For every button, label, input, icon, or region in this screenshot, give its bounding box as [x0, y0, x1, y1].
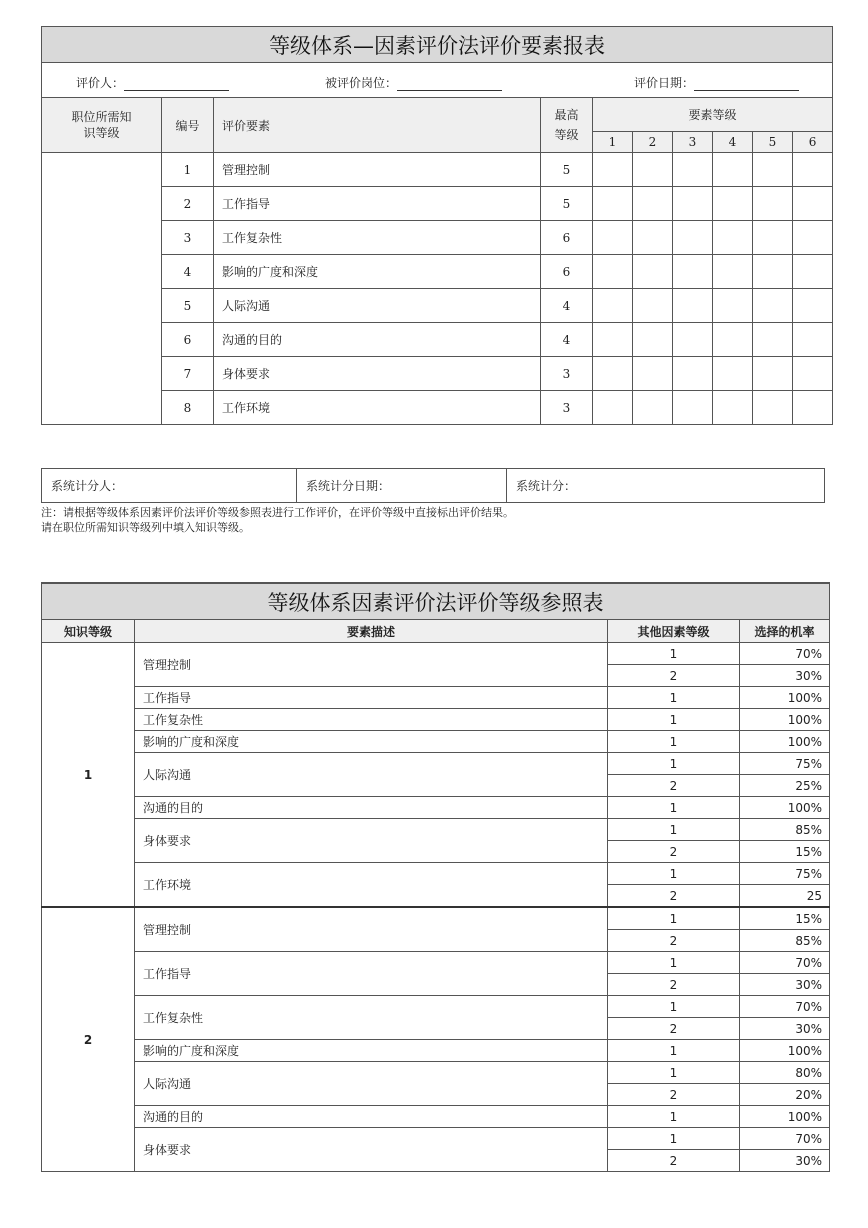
other-factor-level: 1 [608, 1062, 740, 1084]
factor-name: 工作复杂性 [214, 221, 541, 255]
factor-description: 管理控制 [135, 907, 608, 952]
level-col-2: 2 [633, 131, 673, 152]
max-level-value: 4 [541, 323, 593, 357]
evaluation-row [42, 153, 833, 187]
max-level-value: 5 [541, 153, 593, 187]
evaluator-line[interactable] [124, 78, 229, 91]
level-mark-cell[interactable] [593, 289, 633, 323]
factor-name: 工作环境 [214, 391, 541, 425]
selection-probability: 70% [740, 643, 830, 665]
note-line-2: 请在职位所需知识等级列中填入知识等级。 [41, 521, 250, 534]
other-factor-level: 1 [608, 996, 740, 1018]
reference-row [42, 709, 830, 731]
factor-description: 沟通的目的 [135, 1106, 608, 1128]
reference-row [42, 1128, 830, 1150]
level-mark-cell[interactable] [593, 323, 633, 357]
reference-row [42, 797, 830, 819]
max-level-header: 最高等级 [541, 98, 593, 153]
level-mark-cell[interactable] [713, 323, 753, 357]
factor-level-reference-table [41, 582, 830, 1172]
level-mark-cell[interactable] [713, 289, 753, 323]
report-title: 等级体系—因素评价法评价要素报表 [42, 27, 833, 63]
level-mark-cell[interactable] [713, 391, 753, 425]
selection-probability: 85% [740, 819, 830, 841]
level-mark-cell[interactable] [593, 187, 633, 221]
selection-probability: 100% [740, 1040, 830, 1062]
max-level-value: 3 [541, 357, 593, 391]
selection-probability: 30% [740, 1150, 830, 1172]
factor-description: 工作复杂性 [135, 996, 608, 1040]
number-header: 编号 [162, 98, 214, 153]
evaluator-field[interactable]: 评价人： [76, 74, 229, 91]
selection-probability: 75% [740, 753, 830, 775]
level-mark-cell[interactable] [793, 289, 833, 323]
row-number: 3 [162, 221, 214, 255]
selection-probability: 25% [740, 775, 830, 797]
factor-description: 影响的广度和深度 [135, 731, 608, 753]
factor-description: 影响的广度和深度 [135, 1040, 608, 1062]
other-factor-level: 2 [608, 974, 740, 996]
knowledge-level-header: 知识等级 [42, 620, 135, 643]
level-mark-cell[interactable] [593, 221, 633, 255]
date-line[interactable] [694, 78, 799, 91]
other-factor-level: 1 [608, 1128, 740, 1150]
reference-row [42, 731, 830, 753]
other-factor-level: 1 [608, 1106, 740, 1128]
level-mark-cell[interactable] [673, 187, 713, 221]
knowledge-level-header: 职位所需知识等级 [42, 98, 162, 153]
selection-probability: 70% [740, 1128, 830, 1150]
factor-description: 工作环境 [135, 863, 608, 908]
level-mark-cell[interactable] [673, 323, 713, 357]
selection-probability: 30% [740, 1018, 830, 1040]
level-col-1: 1 [593, 131, 633, 152]
other-factor-level: 2 [608, 1150, 740, 1172]
knowledge-level-value: 2 [42, 907, 135, 1172]
level-col-5: 5 [753, 131, 793, 152]
factor-description: 沟通的目的 [135, 797, 608, 819]
other-factor-level: 2 [608, 665, 740, 687]
level-col-3: 3 [673, 131, 713, 152]
other-factor-level: 1 [608, 687, 740, 709]
level-mark-cell[interactable] [713, 221, 753, 255]
position-field[interactable]: 被评价岗位： [325, 74, 502, 91]
max-level-value: 6 [541, 255, 593, 289]
level-mark-cell[interactable] [753, 221, 793, 255]
reference-row [42, 952, 830, 974]
factor-header: 评价要素 [214, 98, 541, 153]
level-col-4: 4 [713, 131, 753, 152]
level-mark-cell[interactable] [673, 289, 713, 323]
selection-probability: 30% [740, 665, 830, 687]
level-mark-cell[interactable] [793, 323, 833, 357]
row-number: 4 [162, 255, 214, 289]
factor-name: 管理控制 [214, 153, 541, 187]
factor-evaluation-report-table [41, 26, 833, 425]
other-factor-level: 1 [608, 731, 740, 753]
level-mark-cell[interactable] [633, 323, 673, 357]
instructions-note [41, 505, 514, 535]
factor-description: 工作复杂性 [135, 709, 608, 731]
reference-row [42, 1062, 830, 1084]
other-factor-level: 1 [608, 952, 740, 974]
row-number: 2 [162, 187, 214, 221]
selection-probability: 30% [740, 974, 830, 996]
note-line-1: 注：请根据等级体系因素评价法评价等级参照表进行工作评价，在评价等级中直接标出评价结果。 [41, 506, 514, 519]
score-field[interactable]: 系统计分： [507, 469, 825, 503]
description-header: 要素描述 [135, 620, 608, 643]
other-factor-level: 2 [608, 885, 740, 908]
level-mark-cell[interactable] [753, 289, 793, 323]
factor-description: 管理控制 [135, 643, 608, 687]
level-mark-cell[interactable] [633, 391, 673, 425]
level-mark-cell[interactable] [753, 255, 793, 289]
level-mark-cell[interactable] [673, 221, 713, 255]
max-level-value: 4 [541, 289, 593, 323]
selection-probability: 20% [740, 1084, 830, 1106]
other-factor-level: 1 [608, 863, 740, 885]
factor-level-header: 要素等级 [593, 98, 833, 132]
selection-probability: 75% [740, 863, 830, 885]
other-factor-level: 2 [608, 1018, 740, 1040]
knowledge-level-value: 1 [42, 643, 135, 908]
reference-row [42, 1106, 830, 1128]
row-number: 8 [162, 391, 214, 425]
level-mark-cell[interactable] [593, 391, 633, 425]
level-mark-cell[interactable] [633, 357, 673, 391]
selection-probability: 70% [740, 996, 830, 1018]
level-mark-cell[interactable] [593, 357, 633, 391]
reference-row [42, 753, 830, 775]
level-mark-cell[interactable] [793, 221, 833, 255]
row-number: 7 [162, 357, 214, 391]
position-line[interactable] [397, 78, 502, 91]
level-col-6: 6 [793, 131, 833, 152]
factor-description: 身体要求 [135, 1128, 608, 1172]
level-mark-cell[interactable] [793, 153, 833, 187]
reference-row [42, 819, 830, 841]
selection-probability: 70% [740, 952, 830, 974]
level-mark-cell[interactable] [793, 187, 833, 221]
level-mark-cell[interactable] [753, 187, 793, 221]
level-mark-cell[interactable] [633, 187, 673, 221]
level-mark-cell[interactable] [673, 255, 713, 289]
factor-name: 工作指导 [214, 187, 541, 221]
other-factor-level: 1 [608, 709, 740, 731]
max-level-value: 5 [541, 187, 593, 221]
factor-name: 人际沟通 [214, 289, 541, 323]
reference-row [42, 863, 830, 885]
level-mark-cell[interactable] [713, 255, 753, 289]
other-factor-level: 1 [608, 753, 740, 775]
row-number: 6 [162, 323, 214, 357]
level-mark-cell[interactable] [633, 255, 673, 289]
probability-header: 选择的机率 [740, 620, 830, 643]
level-mark-cell[interactable] [793, 357, 833, 391]
level-mark-cell[interactable] [793, 391, 833, 425]
level-mark-cell[interactable] [673, 391, 713, 425]
selection-probability: 100% [740, 797, 830, 819]
level-mark-cell[interactable] [673, 153, 713, 187]
factor-name: 身体要求 [214, 357, 541, 391]
reference-row [42, 907, 830, 930]
selection-probability: 15% [740, 841, 830, 863]
level-mark-cell[interactable] [753, 391, 793, 425]
other-factor-level: 1 [608, 1040, 740, 1062]
level-mark-cell[interactable] [713, 153, 753, 187]
other-factor-level: 2 [608, 841, 740, 863]
factor-name: 沟通的目的 [214, 323, 541, 357]
row-number: 5 [162, 289, 214, 323]
other-level-header: 其他因素等级 [608, 620, 740, 643]
reference-row [42, 1040, 830, 1062]
other-factor-level: 1 [608, 643, 740, 665]
max-level-value: 3 [541, 391, 593, 425]
factor-description: 人际沟通 [135, 753, 608, 797]
max-level-value: 6 [541, 221, 593, 255]
level-mark-cell[interactable] [753, 153, 793, 187]
reference-title: 等级体系因素评价法评价等级参照表 [42, 583, 830, 620]
reference-row [42, 996, 830, 1018]
level-mark-cell[interactable] [593, 255, 633, 289]
scorer-field[interactable]: 系统计分人： [42, 469, 297, 503]
factor-description: 身体要求 [135, 819, 608, 863]
factor-description: 工作指导 [135, 687, 608, 709]
other-factor-level: 1 [608, 819, 740, 841]
date-field[interactable]: 评价日期： [634, 74, 799, 91]
other-factor-level: 2 [608, 930, 740, 952]
selection-probability: 85% [740, 930, 830, 952]
level-mark-cell[interactable] [633, 221, 673, 255]
level-mark-cell[interactable] [793, 255, 833, 289]
factor-name: 影响的广度和深度 [214, 255, 541, 289]
knowledge-level-input-cell[interactable] [42, 153, 162, 425]
level-mark-cell[interactable] [713, 187, 753, 221]
other-factor-level: 1 [608, 797, 740, 819]
selection-probability: 100% [740, 1106, 830, 1128]
other-factor-level: 1 [608, 907, 740, 930]
level-mark-cell[interactable] [633, 153, 673, 187]
reference-row [42, 643, 830, 665]
report-meta-row [42, 63, 833, 98]
level-mark-cell[interactable] [753, 357, 793, 391]
selection-probability: 100% [740, 731, 830, 753]
level-mark-cell[interactable] [753, 323, 793, 357]
selection-probability: 15% [740, 907, 830, 930]
selection-probability: 100% [740, 709, 830, 731]
factor-description: 工作指导 [135, 952, 608, 996]
row-number: 1 [162, 153, 214, 187]
score-date-field[interactable]: 系统计分日期： [297, 469, 507, 503]
factor-description: 人际沟通 [135, 1062, 608, 1106]
selection-probability: 25 [740, 885, 830, 908]
selection-probability: 100% [740, 687, 830, 709]
reference-row [42, 687, 830, 709]
other-factor-level: 2 [608, 775, 740, 797]
scoring-signature-table [41, 468, 825, 503]
level-mark-cell[interactable] [633, 289, 673, 323]
selection-probability: 80% [740, 1062, 830, 1084]
other-factor-level: 2 [608, 1084, 740, 1106]
level-mark-cell[interactable] [673, 357, 713, 391]
level-mark-cell[interactable] [593, 153, 633, 187]
level-mark-cell[interactable] [713, 357, 753, 391]
